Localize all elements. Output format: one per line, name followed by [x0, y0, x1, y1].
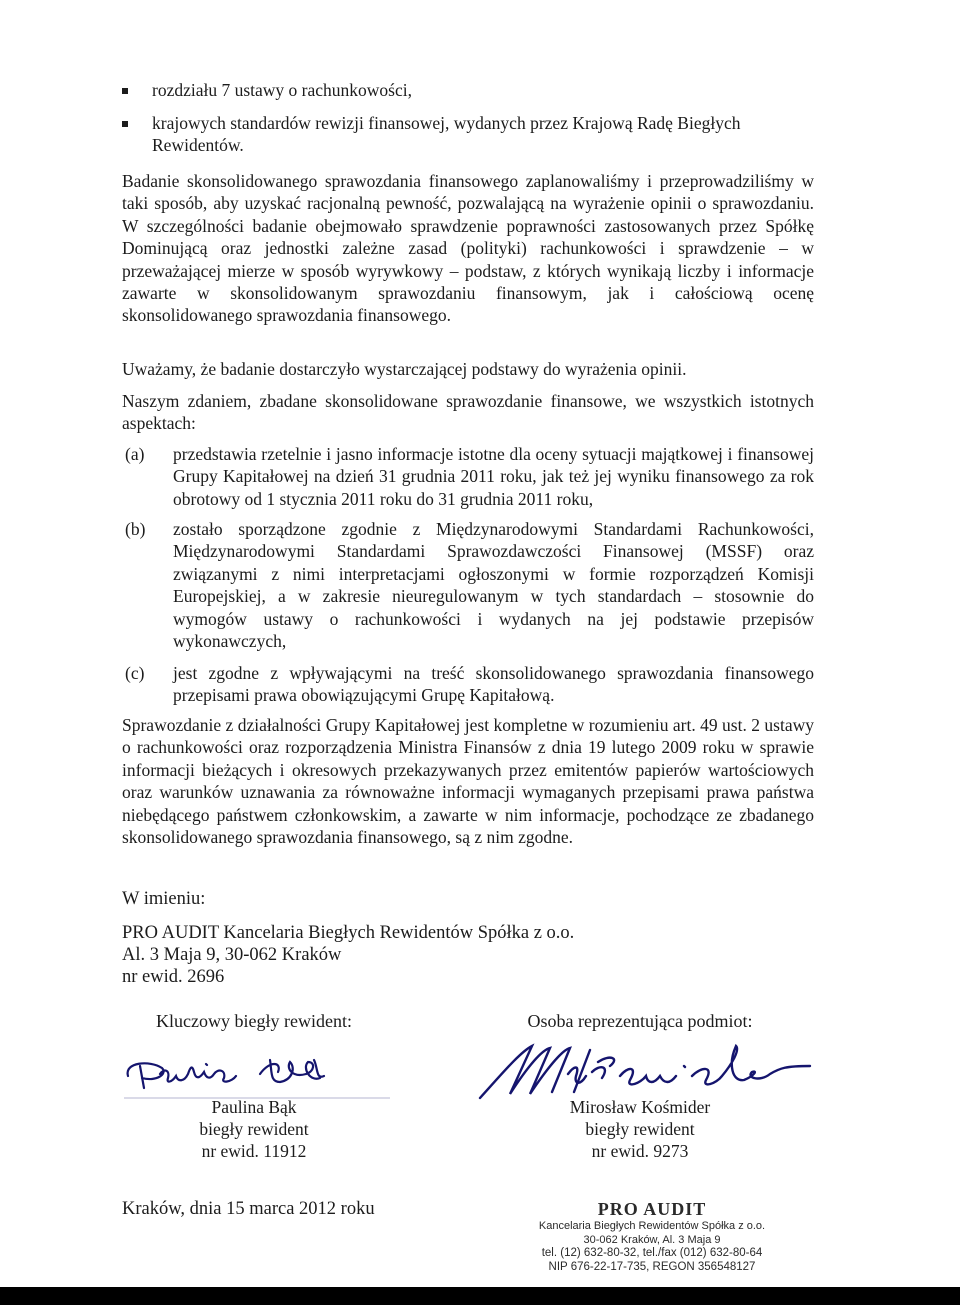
paragraph-directors-report: Sprawozdanie z działalności Grupy Kapitałowej jest kompletne w rozumieniu art. 49 ust. 2 ustawy o rachunkowości oraz rozporządzenia Ministra Finansów z dnia 19 lutego 2009 roku w sprawie informacji bieżących i okresowych przekazywanych przez emitentów papierów wartościowych oraz warunków uznawania za równoważne informacji wymaganych przepisami prawa państwa niebędącego państwem członkowskim, a zawarte w nim informacje, pochodzące ze zbadanego skonsolidowanego sprawozdania finansowego, są z nim zgodne. [122, 715, 814, 848]
signatory-details-right [490, 1096, 790, 1162]
list-text: zostało sporządzone zgodnie z Międzynarodowymi Standardami Rachunkowości, Międzynarodowymi Standardami Sprawozdawczości Finansowej (MSSF) oraz związanymi z nimi interpretacjami ogłoszonymi w formie rozporządzeń Komisji Europejskiej, a w zakresie nieuregulowanym w tych standardach – stosownie do wymogów ustawy o rachunkowości i wydanych na jej podstawie przepisów wykonawczych, [173, 519, 814, 652]
paragraph-opinion-intro: Naszym zdaniem, zbadane skonsolidowane sprawozdanie finansowe, we wszystkich istotnych aspektach: [122, 391, 814, 434]
firm-registry: nr ewid. 2696 [122, 967, 225, 987]
stamp-line: NIP 676-22-17-735, REGON 356548127 [548, 1260, 756, 1273]
list-text: jest zgodne z wpływającymi na treść skonsolidowanego sprawozdania finansowego przepisami prawa obowiązującymi Grupę Kapitałową. [173, 663, 814, 706]
list-marker: (a) [125, 444, 145, 464]
signatory-registry: nr ewid. 9273 [591, 1141, 689, 1161]
firm-name: PRO AUDIT Kancelaria Biegłych Rewidentów Spółka z o.o. [122, 923, 575, 943]
signatory-registry: nr ewid. 11912 [201, 1141, 307, 1161]
signatory-role: Kluczowy biegły rewident: [156, 1011, 352, 1031]
signature-block-right [490, 1010, 790, 1032]
stamp-line: Kancelaria Biegłych Rewidentów Spółka z o.o. [538, 1220, 766, 1232]
stamp-line: tel. (12) 632-80-32, tel./fax (012) 632-80-64 [541, 1247, 763, 1259]
list-marker: (b) [125, 519, 146, 539]
signatory-details-left [122, 1096, 386, 1162]
list-text: przedstawia rzetelnie i jasno informacje istotne dla oceny sytuacji majątkowej i finansowej Grupy Kapitałowej na dzień 31 grudnia 2011 roku, jak też jej wyniku finansowego za rok obrotowy od 1 stycznia 2011 roku do 31 grudnia 2011 roku, [173, 444, 814, 509]
firm-address: Al. 3 Maja 9, 30-062 Kraków [122, 945, 342, 965]
bullet-text: rozdziału 7 ustawy o rachunkowości, [152, 80, 412, 100]
place-and-date: Kraków, dnia 15 marca 2012 roku [122, 1199, 375, 1219]
signatory-title: biegły rewident [585, 1119, 695, 1139]
stamp-line: 30-062 Kraków, Al. 3 Maja 9 [583, 1233, 721, 1246]
paragraph-audit-scope: Badanie skonsolidowanego sprawozdania finansowego zaplanowaliśmy i przeprowadziliśmy w taki sposób, aby uzyskać racjonalną pewność, pozwalającą na wyrażenie opinii o sprawozdaniu. W szczególności badanie obejmowało sprawdzenie poprawności zastosowanych przez Spółkę Dominującą oraz jednostki zależne zasad (polityki) rachunkowości i sprawdzenie – w przeważającej mierze w sposób wyrywkowy – podstaw, z których wynikają liczby i informacje zawarte w skonsolidowanym sprawozdaniu finansowym, jak i całościową ocenę skonsolidowanego sprawozdania finansowego. [122, 171, 814, 326]
signature-block-left [122, 1010, 386, 1032]
company-stamp [512, 1198, 792, 1274]
paragraph-sufficient-basis: Uważamy, że badanie dostarczyło wystarczającej podstawy do wyrażenia opinii. [122, 359, 687, 379]
list-marker: (c) [125, 663, 145, 683]
bullet-marker [122, 88, 128, 94]
signatory-name: Paulina Bąk [211, 1097, 297, 1117]
bullet-marker [122, 121, 128, 127]
on-behalf-label: W imieniu: [122, 889, 206, 909]
signatory-role: Osoba reprezentująca podmiot: [527, 1011, 753, 1031]
signatory-name: Mirosław Kośmider [569, 1097, 711, 1117]
handwritten-signature-left [110, 1038, 400, 1104]
signatory-title: biegły rewident [199, 1119, 309, 1139]
scan-bottom-edge [0, 1287, 960, 1305]
stamp-brand: PRO AUDIT [597, 1199, 707, 1219]
bullet-text: krajowych standardów rewizji finansowej, wydanych przez Krajową Radę Biegłych Rewidentów. [152, 113, 741, 156]
